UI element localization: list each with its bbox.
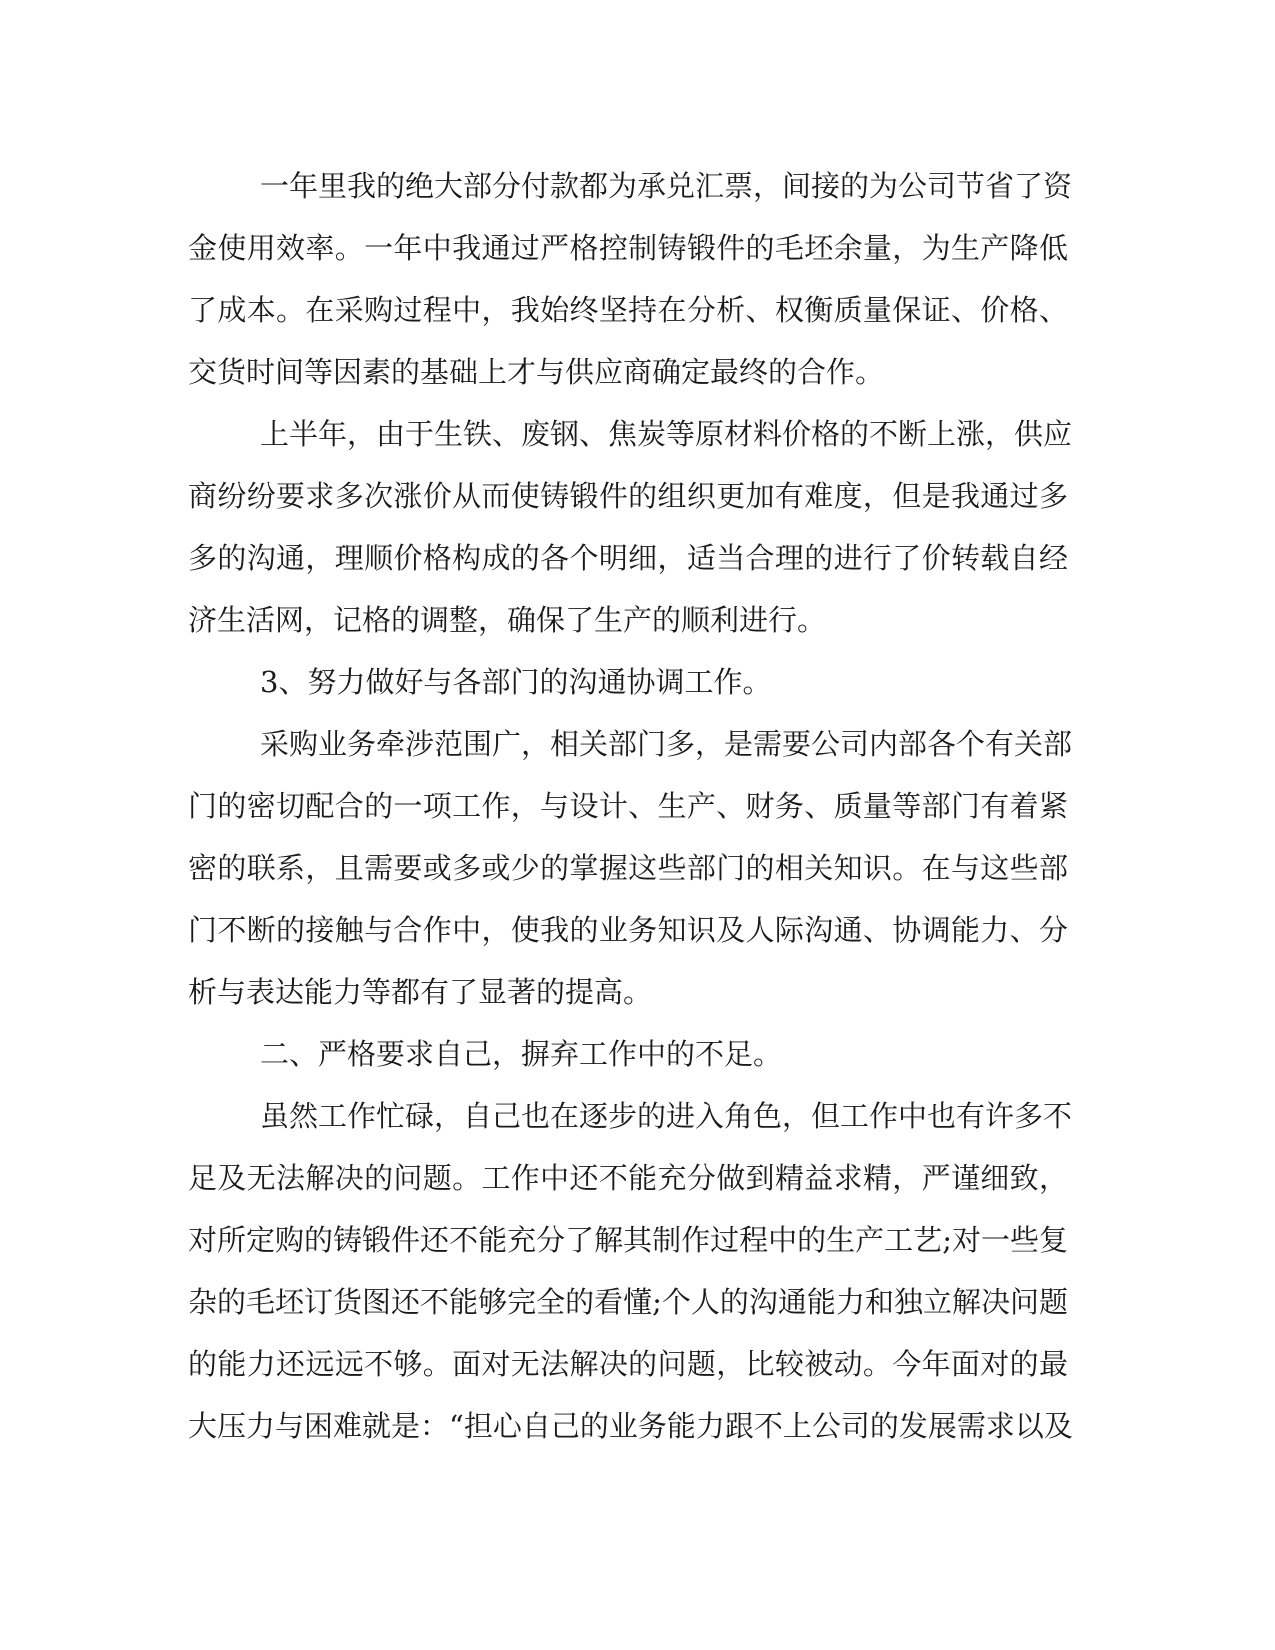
paragraph-1-line-1: 一年里我的绝大部分付款都为承兑汇票，间接的为公司节省了资 [260,169,1073,203]
paragraph-3-line-3: 密的联系，且需要或多或少的掌握这些部门的相关知识。在与这些部 [188,851,1068,885]
section-heading-2: 二、严格要求自己，摒弃工作中的不足。 [260,1037,783,1071]
paragraph-4-line-4: 杂的毛坯订货图还不能够完全的看懂;个人的沟通能力和独立解决问题 [188,1285,1068,1319]
paragraph-4-line-3: 对所定购的铸锻件还不能充分了解其制作过程中的生产工艺;对一些复 [188,1223,1068,1257]
section-heading-3: 3、努力做好与各部门的沟通协调工作。 [260,665,772,699]
paragraph-4-line-5: 的能力还远远不够。面对无法解决的问题，比较被动。今年面对的最 [188,1347,1068,1381]
paragraph-1-line-4: 交货时间等因素的基础上才与供应商确定最终的合作。 [188,355,885,389]
paragraph-4-line-2: 足及无法解决的问题。工作中还不能充分做到精益求精，严谨细致， [188,1161,1068,1195]
paragraph-1-line-3: 了成本。在采购过程中，我始终坚持在分析、权衡质量保证、价格、 [188,293,1068,327]
paragraph-3-line-5: 析与表达能力等都有了显著的提高。 [188,975,653,1009]
document-body [188,155,1073,1457]
paragraph-2-line-2: 商纷纷要求多次涨价从而使铸锻件的组织更加有难度，但是我通过多 [188,479,1068,513]
paragraph-3-line-2: 门的密切配合的一项工作，与设计、生产、财务、质量等部门有着紧 [188,789,1068,823]
paragraph-2-line-1: 上半年，由于生铁、废钢、焦炭等原材料价格的不断上涨，供应 [260,417,1073,451]
paragraph-3-line-1: 采购业务牵涉范围广，相关部门多，是需要公司内部各个有关部 [260,727,1073,761]
paragraph-4-line-6: 大压力与困难就是：“担心自己的业务能力跟不上公司的发展需求以及 [188,1409,1073,1443]
paragraph-1-line-2: 金使用效率。一年中我通过严格控制铸锻件的毛坯余量，为生产降低 [188,231,1068,265]
paragraph-2-line-4: 济生活网，记格的调整，确保了生产的顺利进行。 [188,603,827,637]
paragraph-4-line-1: 虽然工作忙碌，自己也在逐步的进入角色，但工作中也有许多不 [260,1099,1073,1133]
paragraph-3-line-4: 门不断的接触与合作中，使我的业务知识及人际沟通、协调能力、分 [188,913,1068,947]
paragraph-2-line-3: 多的沟通，理顺价格构成的各个明细，适当合理的进行了价转载自经 [188,541,1068,575]
